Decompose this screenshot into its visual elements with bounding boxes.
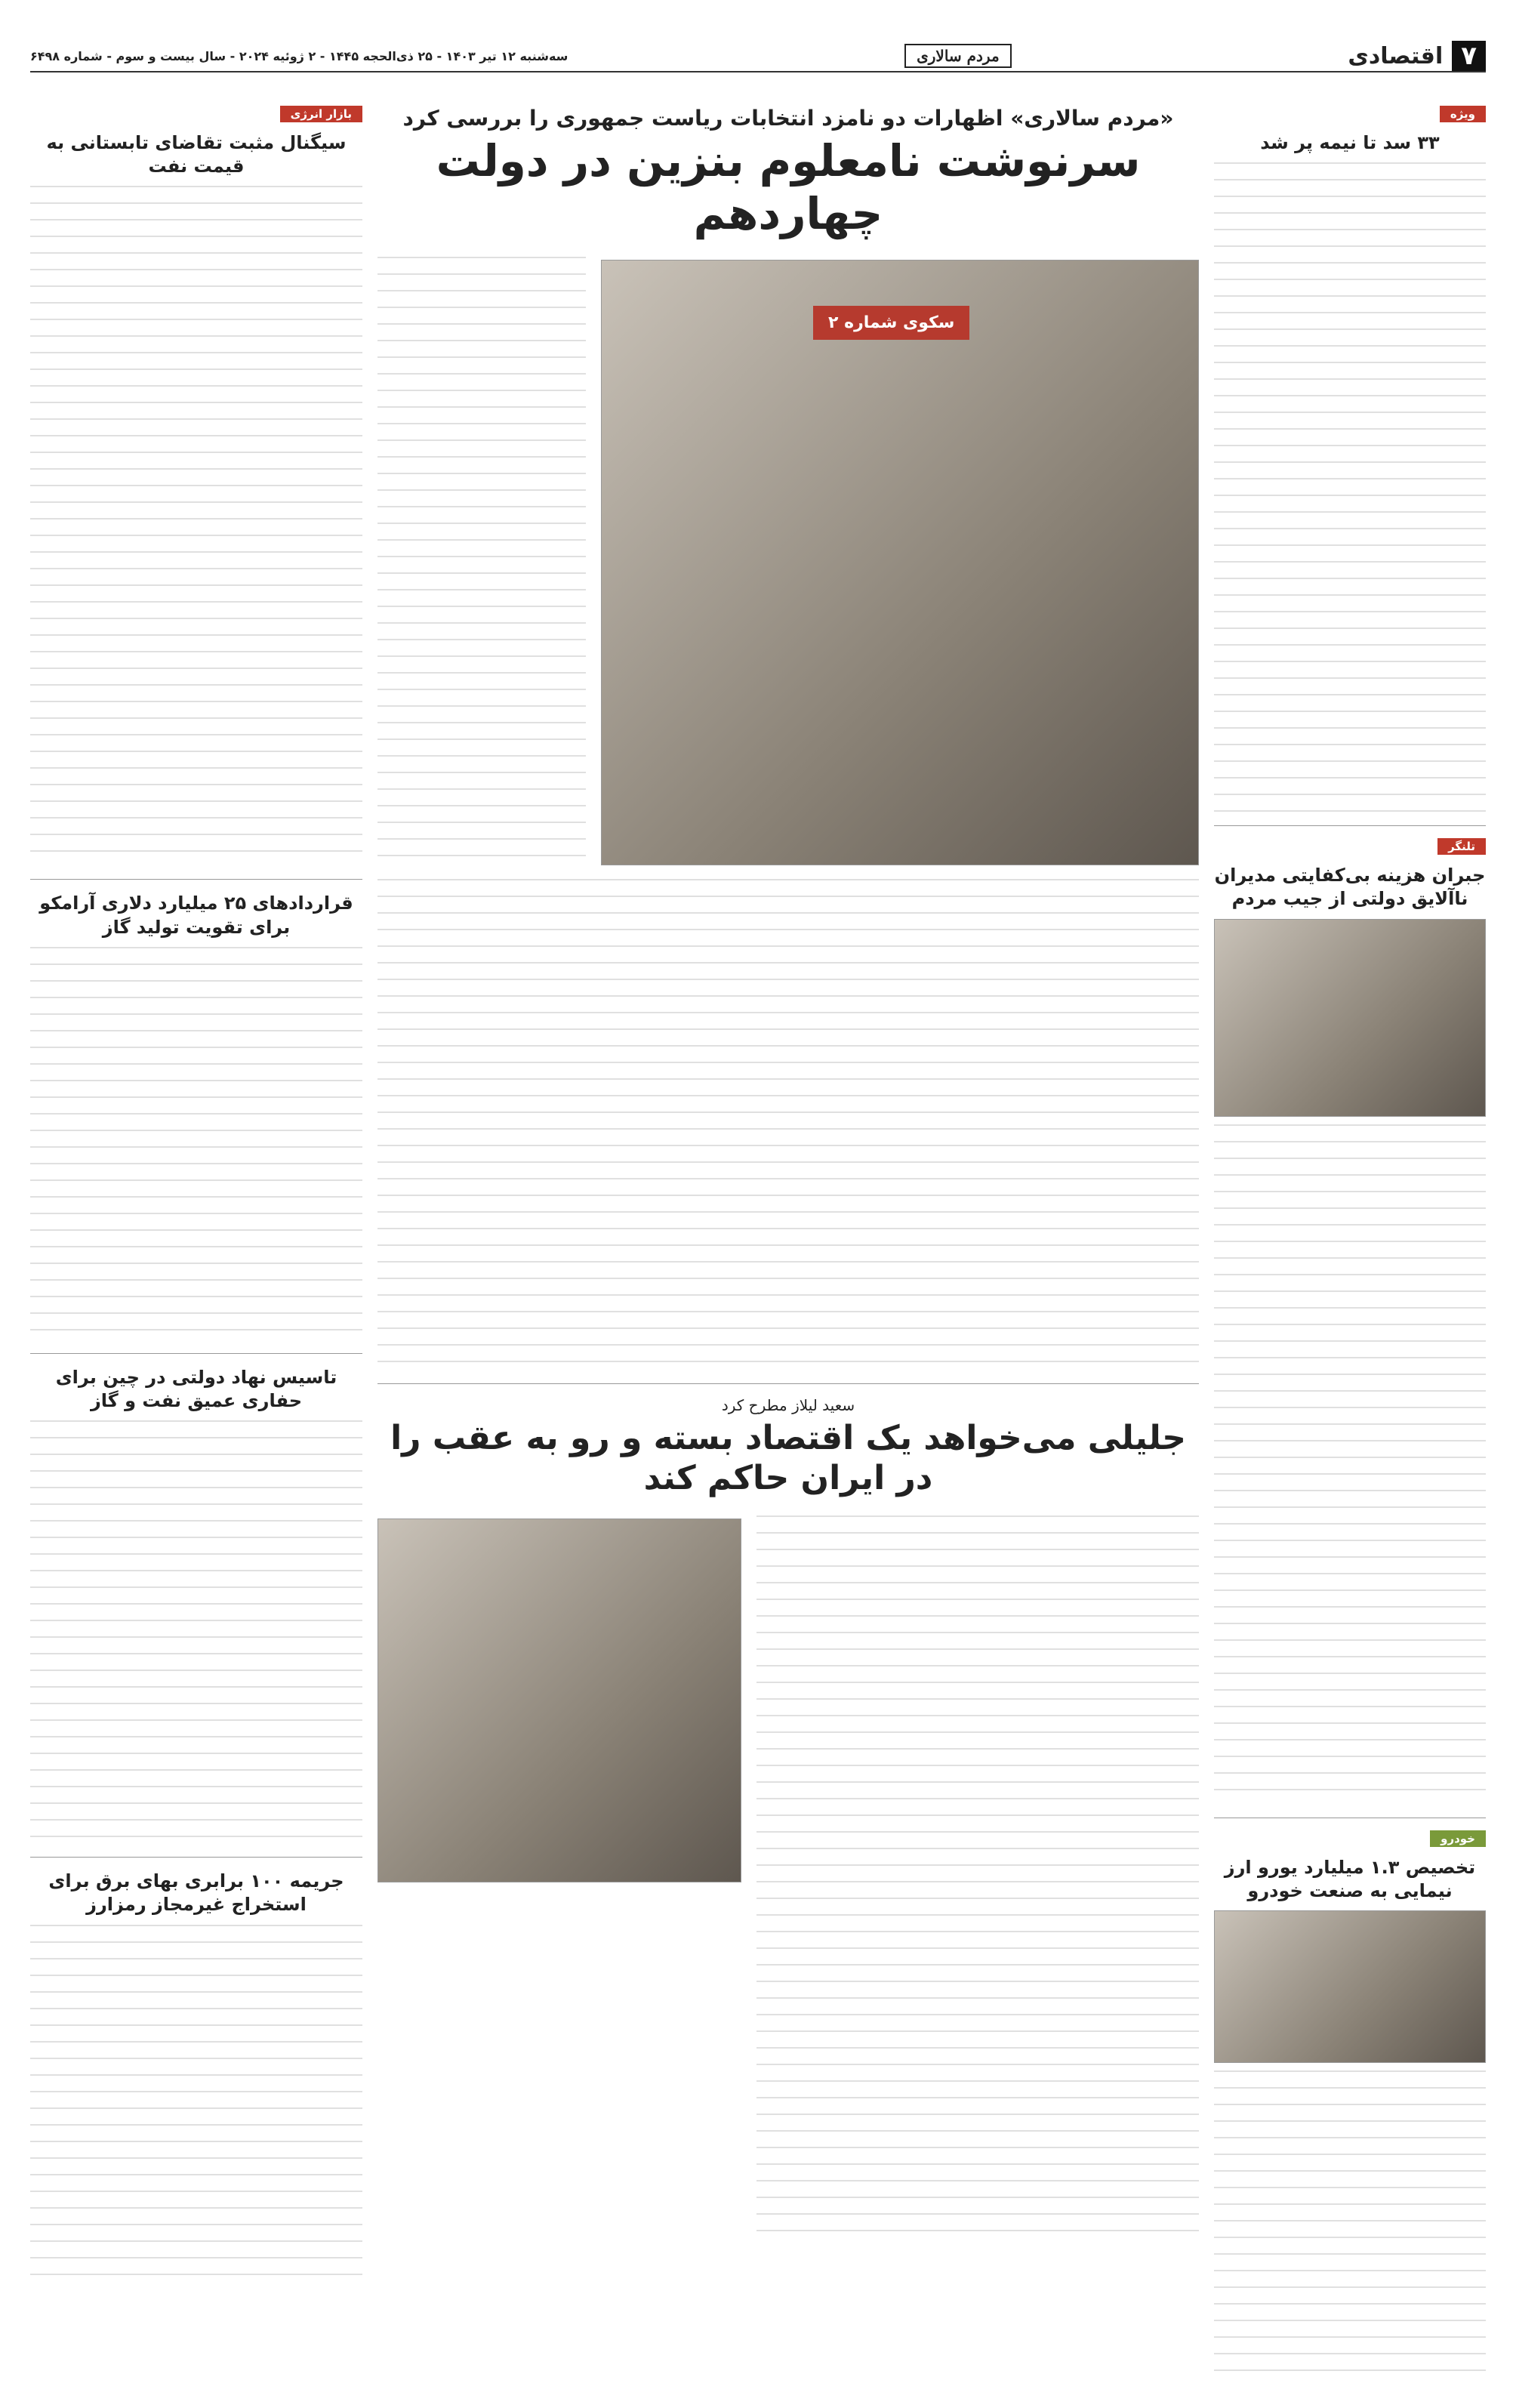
article-body — [30, 1420, 362, 1843]
newspaper-logo: مردم سالاری — [904, 44, 1012, 68]
lead-headline: سرنوشت نامعلوم بنزین در دولت چهاردهم — [436, 135, 1141, 239]
article-body — [377, 257, 586, 861]
article-body — [30, 186, 362, 865]
article-body — [1214, 1124, 1486, 1804]
article-body — [377, 879, 1199, 1370]
section-title: اقتصادی — [1348, 42, 1444, 69]
left-column — [30, 106, 362, 2378]
article-body — [30, 1925, 362, 2287]
gas-station-photo — [601, 260, 1199, 865]
article-headline: تخصیص ۱.۳ میلیارد یورو ارز نیمایی به صنعت خودرو — [1224, 1856, 1476, 1901]
lead-kicker: «مردم سالاری» اظهارات دو نامزد انتخابات ریاست جمهوری را بررسی کرد — [402, 106, 1174, 131]
divider — [30, 1353, 362, 1354]
masthead — [30, 41, 1486, 72]
article-headline: سیگنال مثبت تقاضای تابستانی به قیمت نفت — [46, 132, 347, 177]
article-body — [30, 947, 362, 1340]
divider — [30, 1857, 362, 1858]
date-line: سه‌شنبه ۱۲ تیر ۱۴۰۳ - ۲۵ ذی‌الحجه ۱۴۴۵ - ۲ ژوئیه ۲۰۲۴ - سال بیست و سوم - شماره ۶۴۹۸ — [30, 48, 568, 63]
car-photo — [1214, 1910, 1486, 2063]
page-number-block — [1348, 41, 1486, 71]
right-column — [1214, 106, 1486, 2378]
article-headline: جریمه ۱۰۰ برابری بهای برق برای استخراج غیرمجاز رمزارز — [48, 1870, 344, 1916]
article-headline: ۳۳ سد تا نیمه پر شد — [1260, 132, 1440, 153]
pump-sign: سکوی شماره ۲ — [813, 306, 969, 340]
second-headline: جلیلی می‌خواهد یک اقتصاد بسته و رو به عقب را در ایران حاکم کند — [390, 1419, 1186, 1497]
portrait-photo — [377, 1518, 741, 1882]
chart-illustration — [1214, 919, 1486, 1117]
section-label: بازار انرژی — [280, 106, 362, 122]
article-headline: قراردادهای ۲۵ میلیارد دلاری آرامکو برای تقویت تولید گاز — [39, 893, 353, 938]
article-headline: جبران هزینه بی‌کفایتی مدیران ناآلایق دولتی از جیب مردم — [1214, 865, 1486, 910]
section-label: ویژه — [1440, 106, 1486, 122]
main-column — [377, 106, 1199, 2378]
page-number: ۷ — [1452, 41, 1486, 71]
divider — [1214, 825, 1486, 826]
section-label: خودرو — [1430, 1830, 1486, 1847]
article-body — [1214, 162, 1486, 812]
divider — [30, 879, 362, 880]
divider — [377, 1383, 1199, 1384]
article-body — [756, 1515, 1199, 2240]
article-headline: تاسیس نهاد دولتی در چین برای حفاری عمیق نفت و گاز — [55, 1366, 337, 1411]
second-kicker: سعید لیلاز مطرح کرد — [721, 1396, 855, 1415]
section-label: تلنگر — [1437, 838, 1486, 855]
article-body — [1214, 2070, 1486, 2373]
